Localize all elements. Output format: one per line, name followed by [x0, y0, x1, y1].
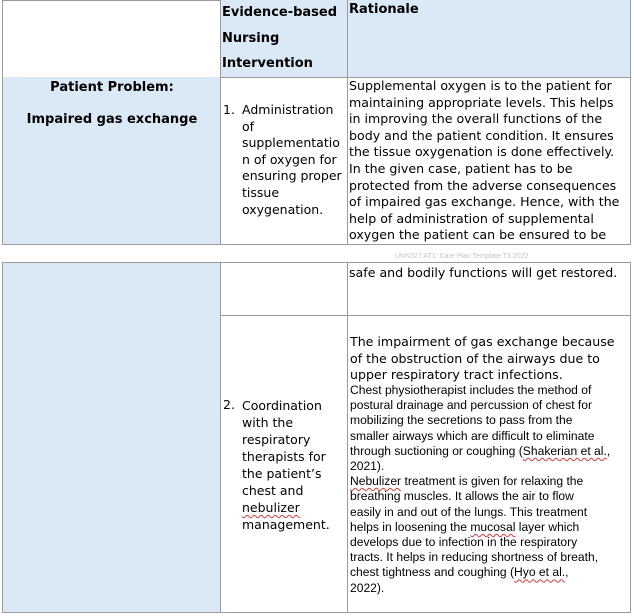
patient-problem-cell-continued	[2, 262, 221, 613]
table-edge-marker	[630, 140, 631, 154]
patient-problem-value: Impaired gas exchange	[26, 112, 198, 127]
footer-watermark: UNN327 AT1: Care Plan Template T3 2022	[395, 253, 529, 260]
intervention-2-line: the patient’s	[242, 466, 322, 481]
citation-prefix: chest tightness and coughing (	[350, 565, 515, 580]
intervention-1-line: of	[242, 118, 255, 134]
rationale-1-line: the tissue oxygenation is done effectively.	[349, 144, 615, 160]
patient-problem-cell	[2, 77, 221, 245]
header-rationale: Rationale	[349, 2, 419, 17]
citation-separator: ,	[606, 443, 611, 458]
header-intervention-cell	[220, 0, 348, 78]
rationale-1-continued: safe and bodily functions will get restored.	[349, 265, 618, 280]
rationale-2-line: tracts. It helps in reducing shortness of breath,	[350, 550, 599, 565]
rationale-1-line: of impaired gas exchange. Hence, with the	[349, 194, 620, 210]
rationale-1-line: in improving the overall functions of the	[349, 111, 603, 127]
header-empty-cell	[2, 0, 221, 78]
rationale-2-segment: layer which	[515, 519, 580, 534]
rationale-2-line: postural drainage and percussion of chest for	[350, 398, 593, 413]
citation-author: Hyo et al.	[514, 565, 566, 580]
rationale-2-line	[350, 444, 610, 459]
rationale-2-line: The impairment of gas exchange because	[350, 334, 615, 349]
intervention-1-line: ensuring proper	[242, 168, 342, 184]
header-rationale-cell	[347, 0, 631, 78]
intervention-2-cell	[220, 315, 348, 613]
mucosal-term: mucosal	[470, 519, 516, 534]
intervention-2-line: respiratory	[242, 432, 311, 447]
patient-problem-label: Patient Problem:	[50, 80, 174, 95]
citation-prefix: through suctioning or coughing (	[350, 443, 523, 458]
rationale-1-cell	[347, 77, 631, 245]
citation-separator: ,	[565, 565, 569, 580]
intervention-1-number: 1.	[223, 102, 235, 117]
intervention-1-cell	[220, 77, 348, 245]
care-plan-page-1	[0, 0, 634, 252]
citation-author: Shakerian et al.	[522, 443, 607, 458]
rationale-1-line: oxygen the patient can be ensured to be	[349, 227, 607, 243]
nebulizer-term: Nebulizer	[350, 474, 402, 489]
intervention-2-line: Coordination	[242, 398, 322, 413]
rationale-2-segment: helps in loosening the	[350, 519, 471, 534]
rationale-2-line: upper respiratory tract infections.	[350, 367, 563, 383]
intervention-2-line: with the	[242, 415, 294, 430]
rationale-2-line: smaller airways which are difficult to eliminate	[350, 428, 595, 443]
intervention-2-text	[242, 397, 348, 533]
rationale-2-intro	[349, 334, 615, 384]
header-intervention-line-3: Intervention	[222, 56, 313, 71]
rationale-1-text	[349, 78, 631, 244]
intervention-1-cell-continued	[220, 262, 348, 316]
intervention-1-line: n of oxygen for	[242, 151, 337, 167]
rationale-2-line: mobilizing the secretions to pass from the	[350, 413, 573, 428]
rationale-2-segment: treatment is given for relaxing the	[401, 474, 584, 489]
rationale-1-line: help of administration of supplemental	[349, 210, 594, 226]
rationale-1-line: protected from the adverse consequences	[349, 177, 617, 193]
intervention-2-line: nebulizer	[242, 500, 300, 515]
rationale-2-line: breathing muscles. It allows the air to flow	[350, 489, 574, 504]
rationale-2-line	[350, 565, 610, 580]
intervention-1-text	[242, 102, 348, 218]
rationale-1-line: Supplemental oxygen is to the patient for	[349, 78, 612, 93]
rationale-1-line: In the given case, patient has to be	[349, 160, 573, 176]
intervention-1-line: oxygenation.	[242, 201, 324, 217]
intervention-2-line: chest and	[242, 483, 304, 498]
intervention-1-line: tissue	[242, 184, 280, 200]
table-edge-marker	[630, 98, 631, 112]
intervention-1-line: Administration	[242, 102, 334, 117]
rationale-2-line	[350, 520, 610, 535]
intervention-2-line: management.	[242, 517, 330, 532]
header-intervention-line-2: Nursing	[222, 30, 280, 46]
rationale-2-line: 2021).	[350, 459, 385, 474]
rationale-2-body	[349, 383, 610, 596]
rationale-2-line: develops due to infection in the respiratory	[350, 535, 578, 550]
rationale-2-line: of the obstruction of the airways due to	[350, 350, 600, 366]
intervention-2-number: 2.	[223, 397, 235, 412]
rationale-1-line: maintaining appropriate levels. This helps	[349, 94, 614, 110]
header-intervention-line-1: Evidence-based	[222, 5, 338, 20]
rationale-1-cell-continued	[347, 262, 631, 316]
rationale-2-line: Chest physiotherapist includes the method of	[350, 383, 592, 397]
intervention-1-line: supplementatio	[242, 135, 340, 151]
intervention-2-line: therapists for	[242, 449, 326, 464]
rationale-1-line: body and the patient condition. It ensures	[349, 127, 614, 143]
rationale-2-line	[350, 474, 610, 489]
rationale-2-line: 2022).	[350, 580, 385, 595]
rationale-2-cell	[347, 315, 631, 613]
care-plan-page-2	[0, 262, 634, 616]
rationale-2-line: easily in and out of the lungs. This treatment	[350, 504, 588, 519]
